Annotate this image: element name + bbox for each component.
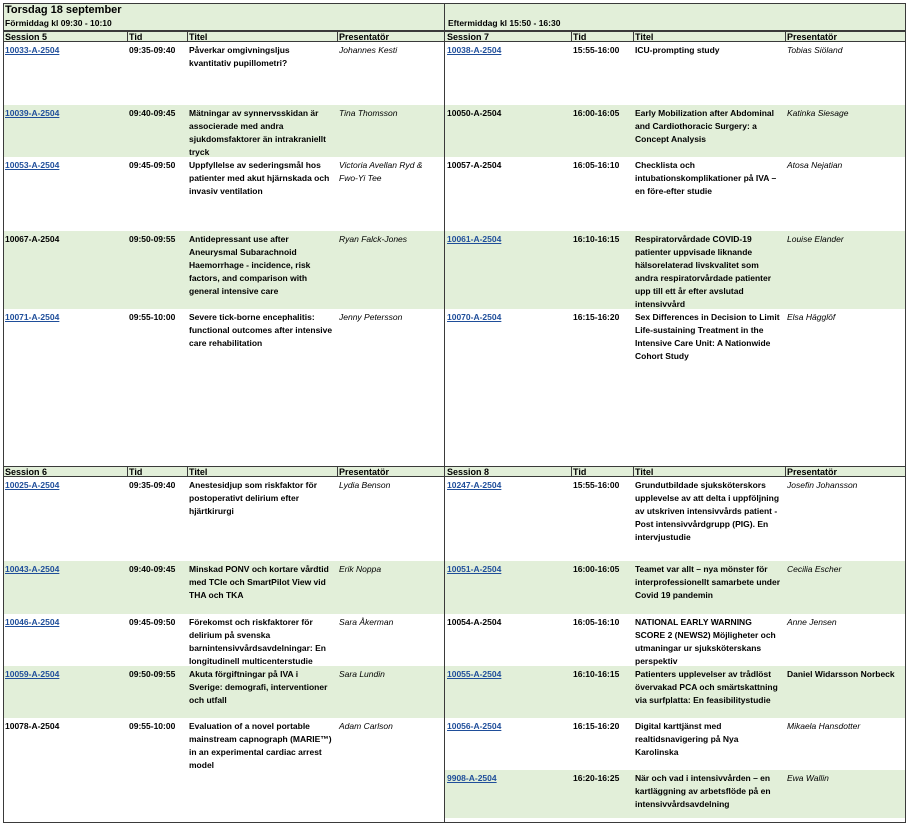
presenter-name: Ewa Wallin	[787, 773, 829, 783]
session-header-s8	[445, 466, 906, 477]
time-slot: 16:05-16:10	[573, 617, 620, 627]
session-label: Session 8	[447, 467, 490, 477]
col-separator	[187, 467, 188, 476]
presentation-title: Teamet var allt – nya mönster för interprofessionellt samarbete under Covid 19 pandemin	[635, 564, 781, 600]
table-row	[3, 42, 444, 105]
presenter-name: Adam Carlson	[339, 721, 393, 731]
abstract-id: 10050-A-2504	[447, 108, 502, 118]
col-separator	[785, 32, 786, 41]
col-tid: Tid	[129, 467, 143, 477]
abstract-id: 10067-A-2504	[5, 234, 60, 244]
abstract-id-link[interactable]: 10056-A-2504	[447, 721, 502, 731]
col-tid: Tid	[129, 32, 143, 42]
presentation-title: Early Mobilization after Abdominal and Cardiothoracic Surgery: a Concept Analysis	[635, 108, 775, 144]
abstract-id: 10054-A-2504	[447, 617, 502, 627]
presentation-title: Grundutbildade sjuksköterskors upplevelse av att delta i uppföljning av utskriven intensivvårds patient - Post intensivvårdgrupp (PIG). En intervjustudie	[635, 480, 780, 542]
presenter-name: Victoria Avellan Ryd & Fwo-Yi Tee	[339, 160, 423, 183]
presenter-name: Katinka Siesage	[787, 108, 849, 118]
time-slot: 16:10-16:15	[573, 234, 620, 244]
table-row	[3, 561, 444, 614]
abstract-id-link[interactable]: 10055-A-2504	[447, 669, 502, 679]
presentation-title: Sex Differences in Decision to Limit Life-sustaining Treatment in the Intensive Care Unit: A Nationwide Cohort Study	[635, 312, 780, 361]
abstract-id-link[interactable]: 10070-A-2504	[447, 312, 502, 322]
presenter-name: Ryan Falck-Jones	[339, 234, 408, 244]
session-header-s6	[3, 466, 444, 477]
presentation-title: Respiratorvårdade COVID-19 patienter uppvisade liknande hälsorelaterad livskvalitet som andra respiratorvårdade patienter upp till ett år efter avslutad intensivvård	[635, 234, 772, 309]
abstract-id-link[interactable]: 10025-A-2504	[5, 480, 60, 490]
presentation-title: Anestesidjup som riskfaktor för postoperativt delirium efter hjärtkirurgi	[189, 480, 318, 516]
column-divider	[444, 3, 445, 823]
table-row	[3, 105, 444, 157]
col-separator	[337, 467, 338, 476]
table-row	[445, 666, 906, 718]
abstract-id-link[interactable]: 9908-A-2504	[447, 773, 497, 783]
session-label: Session 5	[5, 32, 48, 42]
presentation-title: Digital karttjänst med realtidsnavigering på Nya Karolinska	[635, 721, 739, 757]
table-row	[3, 231, 444, 309]
time-slot: 09:40-09:45	[129, 108, 176, 118]
time-slot: 16:05-16:10	[573, 160, 620, 170]
col-separator	[785, 467, 786, 476]
table-row	[3, 309, 444, 463]
abstract-id-link[interactable]: 10053-A-2504	[5, 160, 60, 170]
time-slot: 09:50-09:55	[129, 234, 176, 244]
table-row	[445, 105, 906, 157]
presenter-name: Anne Jensen	[787, 617, 837, 627]
table-row	[3, 477, 444, 561]
col-tid: Tid	[573, 32, 587, 42]
col-presentator: Presentatör	[339, 32, 390, 42]
presenter-name: Mikaela Hansdotter	[787, 721, 861, 731]
time-slot: 16:00-16:05	[573, 108, 620, 118]
abstract-id-link[interactable]: 10046-A-2504	[5, 617, 60, 627]
presenter-name: Sara Lundin	[339, 669, 385, 679]
abstract-id-link[interactable]: 10061-A-2504	[447, 234, 502, 244]
abstract-id-link[interactable]: 10071-A-2504	[5, 312, 60, 322]
session-label: Session 6	[5, 467, 48, 477]
abstract-id-link[interactable]: 10033-A-2504	[5, 45, 60, 55]
abstract-id-link[interactable]: 10051-A-2504	[447, 564, 502, 574]
abstract-id: 10057-A-2504	[447, 160, 502, 170]
time-slot: 15:55-16:00	[573, 45, 620, 55]
col-titel: Titel	[189, 467, 208, 477]
presentation-title: Severe tick-borne encephalitis: functional outcomes after intensive care rehabilitation	[189, 312, 333, 348]
presentation-title: ICU-prompting study	[635, 45, 720, 55]
presenter-name: Tobias Siöland	[787, 45, 843, 55]
presentation-title: När och vad i intensivvården – en kartläggning av arbetsflöde på en intensivvårdsavdelning	[635, 773, 771, 809]
time-slot: 09:35-09:40	[129, 45, 176, 55]
time-slot: 09:50-09:55	[129, 669, 176, 679]
presentation-title: Checklista och intubationskomplikationer på IVA – en före-efter studie	[635, 160, 777, 196]
time-slot: 09:55-10:00	[129, 721, 176, 731]
table-row	[445, 309, 906, 463]
table-row	[445, 718, 906, 770]
col-presentator: Presentatör	[787, 467, 838, 477]
table-row	[3, 614, 444, 666]
presenter-name: Jenny Petersson	[339, 312, 403, 322]
presentation-title: Patienters upplevelser av trådlöst övervakad PCA och smärtskattning via surfplatta: En feasibilitystudie	[635, 669, 778, 705]
col-separator	[337, 32, 338, 41]
col-separator	[633, 467, 634, 476]
time-slot: 09:35-09:40	[129, 480, 176, 490]
presenter-name: Cecilia Escher	[787, 564, 842, 574]
presentation-title: Antidepressant use after Aneurysmal Subarachnoid Haemorrhage - incidence, risk factors, and comparison with general intensive care	[189, 234, 311, 296]
presenter-name: Elsa Hägglöf	[787, 312, 836, 322]
session-header-s7	[445, 31, 906, 42]
presentation-title: Uppfyllelse av sederingsmål hos patienter med akut hjärnskada och invasiv ventilation	[189, 160, 330, 196]
col-titel: Titel	[635, 467, 654, 477]
time-slot: 16:00-16:05	[573, 564, 620, 574]
col-presentator: Presentatör	[339, 467, 390, 477]
table-row	[445, 42, 906, 105]
presenter-name: Daniel Widarsson Norbeck	[787, 669, 895, 679]
abstract-id-link[interactable]: 10043-A-2504	[5, 564, 60, 574]
time-slot: 15:55-16:00	[573, 480, 620, 490]
time-slot: 09:45-09:50	[129, 160, 176, 170]
presenter-name: Sara Åkerman	[339, 617, 394, 627]
col-presentator: Presentatör	[787, 32, 838, 42]
time-slot: 16:20-16:25	[573, 773, 620, 783]
table-row	[3, 666, 444, 718]
afternoon-time: Eftermiddag kl 15:50 - 16:30	[448, 18, 561, 28]
table-row	[445, 157, 906, 231]
col-titel: Titel	[189, 32, 208, 42]
presenter-name: Josefin Johansson	[787, 480, 858, 490]
presenter-name: Tina Thomsson	[339, 108, 398, 118]
col-tid: Tid	[573, 467, 587, 477]
time-slot: 16:15-16:20	[573, 721, 620, 731]
session-header-s5	[3, 31, 444, 42]
time-slot: 09:40-09:45	[129, 564, 176, 574]
presenter-name: Lydia Benson	[339, 480, 391, 490]
time-slot: 16:10-16:15	[573, 669, 620, 679]
presentation-title: Minskad PONV och kortare vårdtid med TCIe och SmartPilot View vid THA och TKA	[189, 564, 329, 600]
table-row	[445, 231, 906, 309]
time-slot: 09:45-09:50	[129, 617, 176, 627]
day-title: Torsdag 18 september	[5, 4, 122, 16]
col-separator	[571, 32, 572, 41]
presenter-name: Louise Elander	[787, 234, 844, 244]
col-separator	[127, 32, 128, 41]
col-titel: Titel	[635, 32, 654, 42]
col-separator	[187, 32, 188, 41]
abstract-id: 10078-A-2504	[5, 721, 60, 731]
abstract-id-link[interactable]: 10039-A-2504	[5, 108, 60, 118]
presentation-title: Akuta förgiftningar på IVA i Sverige: demografi, interventioner och utfall	[189, 669, 328, 705]
table-row	[3, 718, 444, 822]
abstract-id-link[interactable]: 10038-A-2504	[447, 45, 502, 55]
time-slot: 16:15-16:20	[573, 312, 620, 322]
abstract-id-link[interactable]: 10247-A-2504	[447, 480, 502, 490]
col-separator	[127, 467, 128, 476]
col-separator	[633, 32, 634, 41]
presenter-name: Johannes Kesti	[339, 45, 398, 55]
morning-time: Förmiddag kl 09:30 - 10:10	[5, 18, 112, 28]
session-label: Session 7	[447, 32, 490, 42]
presentation-title: Mätningar av synnervsskidan är associerade med andra sjukdomsfaktorer än intrakraniellt tryck	[189, 108, 326, 157]
presenter-name: Erik Noppa	[339, 564, 382, 574]
presenter-name: Atosa Nejatian	[787, 160, 843, 170]
table-row	[445, 770, 906, 818]
table-row	[445, 614, 906, 666]
time-slot: 09:55-10:00	[129, 312, 176, 322]
presentation-title: NATIONAL EARLY WARNING SCORE 2 (NEWS2) Möjligheter och utmaningar ur sjuksköterskans perspektiv	[635, 617, 776, 666]
table-row	[3, 157, 444, 231]
abstract-id-link[interactable]: 10059-A-2504	[5, 669, 60, 679]
table-row	[445, 477, 906, 561]
presentation-title: Förekomst och riskfaktorer för delirium på svenska barnintensivvårdsavdelningar: En longitudinell multicenterstudie	[189, 617, 326, 666]
col-separator	[571, 467, 572, 476]
presentation-title: Evaluation of a novel portable mainstream capnograph (MARIE™) in an experimental cardiac arrest model	[189, 721, 332, 770]
table-row	[445, 561, 906, 614]
presentation-title: Påverkar omgivningsljus kvantitativ pupillometri?	[189, 45, 290, 68]
